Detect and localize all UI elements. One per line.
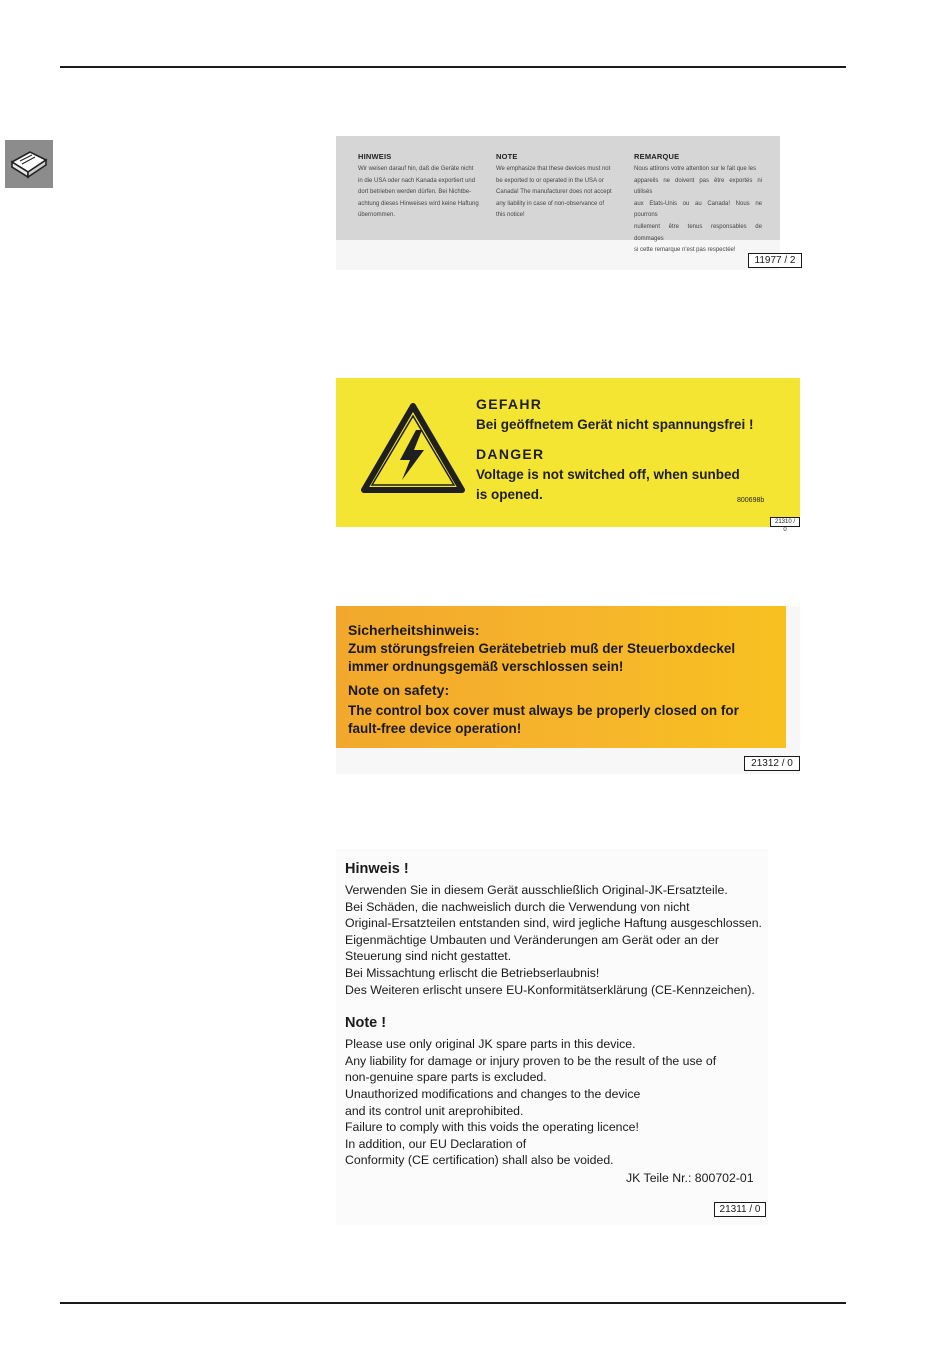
- parts-line-en: In addition, our EU Declaration of: [345, 1136, 527, 1151]
- text-line: in die USA oder nach Kanada exportiert und: [358, 177, 476, 184]
- text-line: achtung dieses Hinweises wird keine Haftung: [358, 200, 479, 207]
- safety-note-panel: [336, 606, 786, 748]
- label-code: 800698b: [737, 497, 765, 504]
- figure-reference: 21311 / 0: [714, 1202, 766, 1217]
- text-line: aux Etats-Unis ou au Canada! Nous ne pourrons: [634, 200, 762, 219]
- text-line: Canada! The manufacturer does not accept: [496, 189, 612, 196]
- part-number: JK Teile Nr.: 800702-01: [626, 1171, 754, 1185]
- safety-line-de: immer ordnungsgemäß verschlossen sein!: [348, 659, 624, 674]
- safety-line-de: Zum störungsfreien Gerätebetrieb muß der Steuerboxdeckel: [348, 641, 736, 656]
- text-line: si cette remarque n'est pas respectée!: [634, 247, 736, 254]
- parts-line-en: Unauthorized modifications and changes to the device: [345, 1086, 641, 1101]
- parts-line-de: Des Weiteren erlischt unsere EU-Konformitätserklärung (CE-Kennzeichen).: [345, 982, 755, 997]
- danger-text-en-1: Voltage is not switched off, when sunbed: [476, 467, 740, 482]
- parts-line-de: Eigenmächtige Umbauten und Veränderungen am Gerät oder an der: [345, 932, 719, 947]
- safety-line-en: The control box cover must always be properly closed on for: [348, 703, 739, 718]
- book-icon: [5, 140, 53, 188]
- parts-line-de: Bei Missachtung erlischt die Betriebserlaubnis!: [345, 965, 600, 980]
- danger-text-de: Bei geöffnetem Gerät nicht spannungsfrei !: [476, 417, 754, 432]
- notice-column-en: [496, 152, 624, 240]
- electrical-hazard-icon: [360, 402, 466, 494]
- text-line: Nous attirons votre attention sur le fait que les: [634, 166, 757, 172]
- text-line: dort betrieben werden dürfen. Bei Nichtbe-: [358, 189, 472, 196]
- parts-line-de: Bei Schäden, die nachweislich durch die Verwendung von nicht: [345, 899, 690, 914]
- parts-line-en: Please use only original JK spare parts in this device.: [345, 1037, 636, 1052]
- column-heading: HINWEIS: [358, 152, 392, 161]
- export-notice-label: [336, 136, 780, 270]
- column-text: [496, 164, 624, 222]
- parts-heading-de: Hinweis !: [345, 861, 409, 877]
- export-notice-panel: [336, 136, 780, 254]
- parts-line-en: and its control unit areprohibited.: [345, 1103, 524, 1118]
- danger-heading-de: GEFAHR: [476, 396, 543, 412]
- safety-heading-de: Sicherheitshinweis:: [348, 622, 480, 638]
- figure-reference: 21310 / 0: [770, 517, 800, 527]
- text-line: übernommen.: [358, 212, 396, 219]
- spare-parts-label: [336, 849, 768, 1225]
- parts-line-en: Failure to comply with this voids the operating licence!: [345, 1120, 639, 1135]
- parts-line-en: Any liability for damage or injury proven to be the result of the use of: [345, 1053, 717, 1068]
- column-heading: REMARQUE: [634, 152, 680, 161]
- safety-note-label: [336, 606, 800, 774]
- column-heading: NOTE: [496, 152, 518, 161]
- column-text: [634, 164, 762, 257]
- column-text: [358, 164, 486, 222]
- parts-heading-en: Note !: [345, 1015, 387, 1032]
- figure-reference: 11977 / 2: [748, 253, 802, 268]
- danger-heading-en: DANGER: [476, 446, 545, 462]
- parts-line-en: non-genuine spare parts is excluded.: [345, 1070, 547, 1085]
- footer-rule: [60, 1302, 846, 1304]
- text-line: this notice!: [496, 212, 525, 219]
- notice-column-de: [358, 152, 486, 240]
- parts-line-de: Original-Ersatzteilen entstanden sind, wird jegliche Haftung ausgeschlossen.: [345, 916, 762, 931]
- figure-reference: 21312 / 0: [744, 756, 800, 771]
- notice-column-fr: [634, 152, 762, 254]
- parts-line-en: Conformity (CE certification) shall also be voided.: [345, 1153, 614, 1168]
- text-line: nullement être tenus responsables de dommages: [634, 223, 762, 242]
- parts-line-de: Steuerung sind nicht gestattet.: [345, 949, 512, 964]
- safety-line-en: fault-free device operation!: [348, 721, 522, 736]
- header-rule: [60, 66, 846, 68]
- safety-heading-en: Note on safety:: [348, 682, 450, 698]
- text-line: Wir weisen darauf hin, daß die Geräte nicht: [358, 166, 474, 172]
- text-line: be exported to or operated in the USA or: [496, 177, 604, 184]
- parts-line-de: Verwenden Sie in diesem Gerät ausschließlich Original-JK-Ersatzteile.: [345, 883, 728, 897]
- danger-label: [336, 378, 800, 527]
- danger-text-en-2: is opened.: [476, 487, 543, 502]
- text-line: We emphasize that these devices must not: [496, 166, 611, 172]
- text-line: appareils ne doivent pas être exportés ni utilisés: [634, 177, 762, 196]
- text-line: any liability in case of non-observance of: [496, 200, 605, 207]
